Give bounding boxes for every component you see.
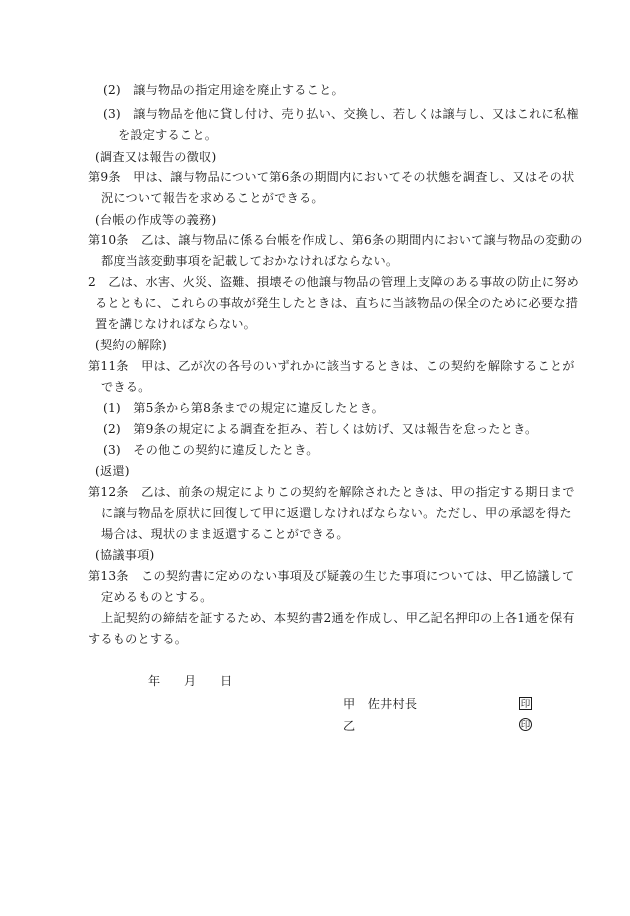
date-month: 月: [184, 674, 197, 688]
article-10-para-2-cont2: 置を講じなければならない。: [95, 317, 257, 331]
signature-party-b: 乙: [343, 719, 356, 733]
article-11-item-3: (3) その他この契約に違反したとき。: [103, 443, 319, 457]
closing-statement: 上記契約の締結を証するため、本契約書2通を作成し、甲乙記名押印の上各1通を保有: [101, 611, 575, 625]
article-11-item-1: (1) 第5条から第8条までの規定に違反したとき。: [103, 401, 385, 415]
clause-8-item-2: (2) 譲与物品の指定用途を廃止すること。: [103, 83, 344, 97]
article-9-cont: 況について報告を求めることができる。: [101, 191, 324, 205]
article-13-cont: 定めるものとする。: [101, 590, 213, 604]
article-12-cont2: 場合は、現状のまま返還することができる。: [101, 527, 349, 541]
article-11-cont: できる。: [101, 380, 151, 394]
heading-termination: (契約の解除): [95, 338, 167, 352]
heading-return: (返還): [95, 464, 130, 478]
clause-8-item-3: (3) 譲与物品を他に貸し付け、売り払い、交換し、若しくは譲与し、又はこれに私権: [103, 107, 579, 121]
article-11-item-2: (2) 第9条の規定による調査を拒み、若しくは妨げ、又は報告を怠ったとき。: [103, 422, 538, 436]
signature-party-a: 甲 佐井村長: [343, 697, 418, 711]
clause-8-item-3-cont: を設定すること。: [118, 128, 218, 142]
closing-statement-cont: するものとする。: [88, 632, 188, 646]
article-10: 第10条 乙は、譲与物品に係る台帳を作成し、第6条の期間内において譲与物品の変動の: [88, 233, 583, 247]
seal-square-icon: 印: [520, 699, 531, 710]
article-12: 第12条 乙は、前条の規定によりこの契約を解除されたときは、甲の指定する期日まで: [88, 485, 575, 499]
article-11: 第11条 甲は、乙が次の各号のいずれかに該当するときは、この契約を解除することが: [88, 359, 575, 373]
date-day: 日: [220, 674, 233, 688]
heading-investigation: (調査又は報告の徴収): [95, 150, 217, 164]
article-13: 第13条 この契約書に定めのない事項及び疑義の生じた事項については、甲乙協議して: [88, 569, 575, 583]
heading-ledger: (台帳の作成等の義務): [95, 213, 217, 227]
article-10-para-2: 2 乙は、水害、火災、盗難、損壊その他譲与物品の管理上支障のある事故の防止に努め: [88, 275, 580, 289]
seal-round-icon: 印: [520, 720, 531, 731]
article-10-cont: 都度当該変動事項を記載しておかなければならない。: [101, 254, 399, 268]
article-12-cont: に譲与物品を原状に回復して甲に返還しなければならない。ただし、甲の承認を得た: [101, 506, 572, 520]
article-10-para-2-cont: るとともに、これらの事故が発生したときは、直ちに当該物品の保全のために必要な措: [95, 296, 579, 310]
article-9: 第9条 甲は、譲与物品について第6条の期間内においてその状態を調査し、又はその状: [88, 170, 575, 184]
heading-consultation: (協議事項): [95, 548, 155, 562]
date-year: 年: [148, 674, 161, 688]
